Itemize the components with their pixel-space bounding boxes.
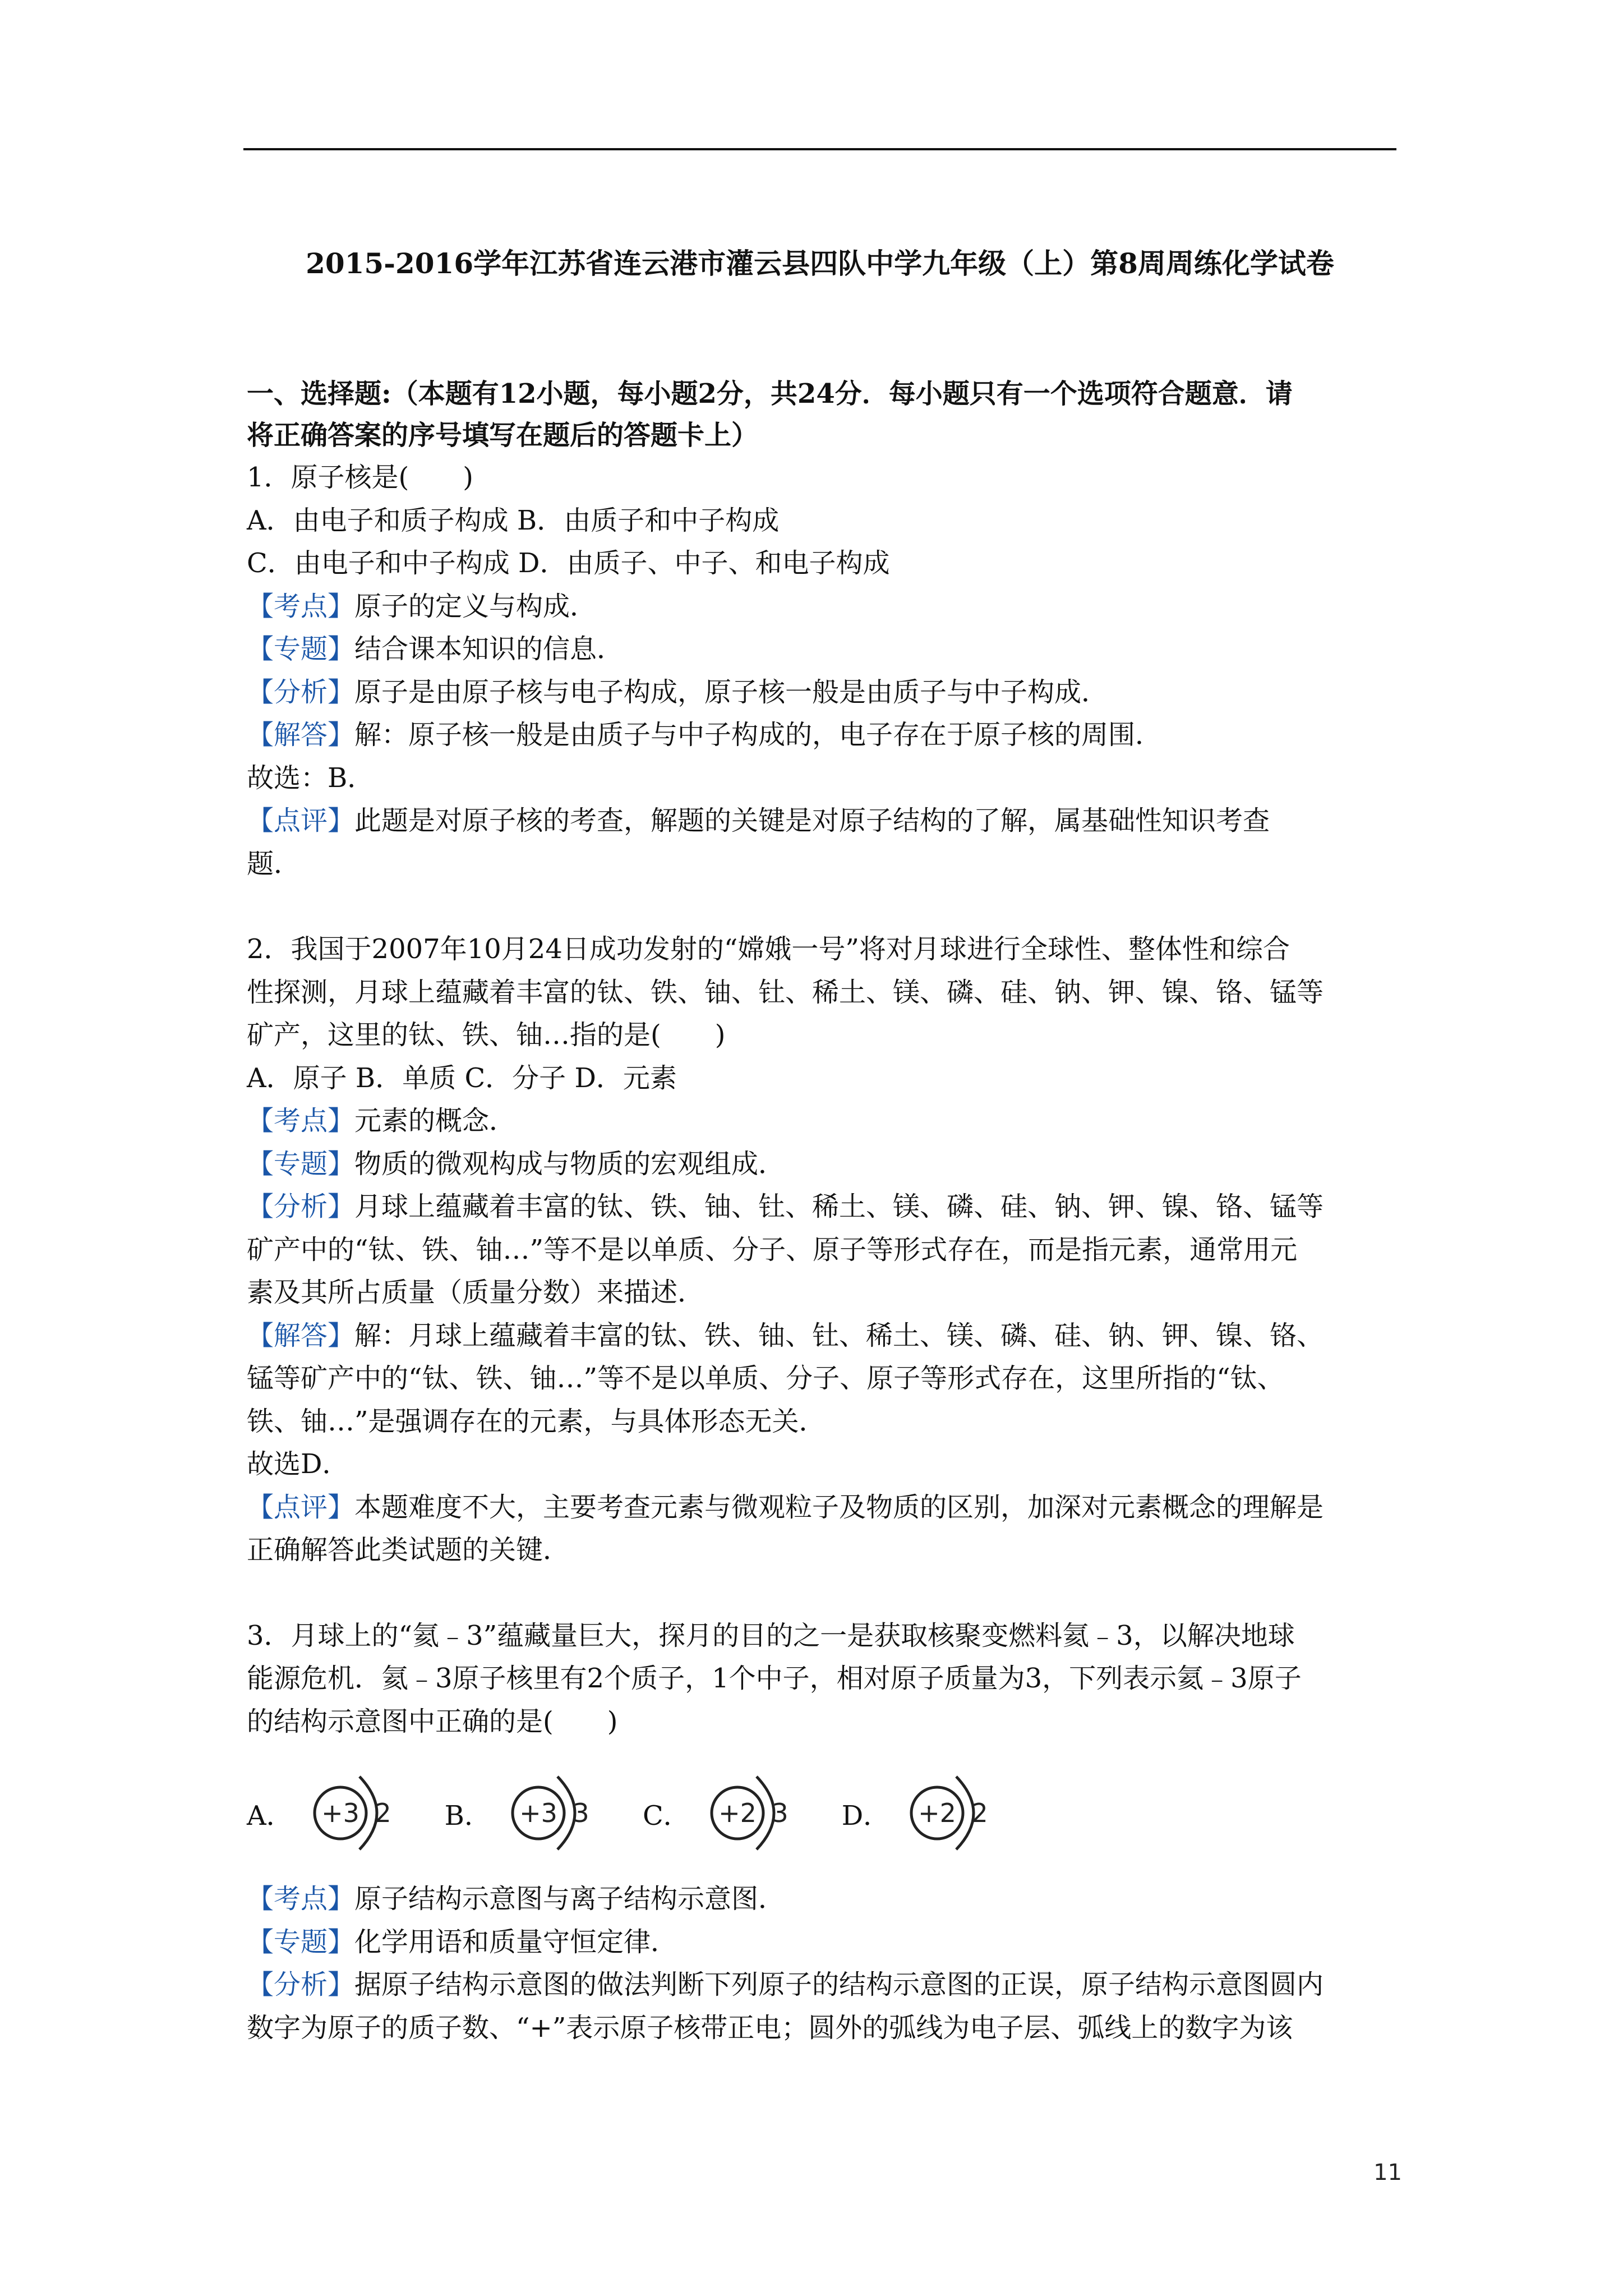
q1-option-line-2: C．由电子和中子构成 D．由质子、中子、和电子构成 <box>247 547 890 579</box>
shell-label: 3 <box>573 1798 589 1828</box>
q1-zhuanti-text: 结合课本知识的信息． <box>354 633 624 665</box>
dianping-tag: 【点评】 <box>247 1491 355 1523</box>
q2-options: A．原子 B．单质 C．分子 D．元素 <box>247 1062 677 1094</box>
atom-diagram-icon <box>703 1760 809 1866</box>
q1-option-line-1: A．由电子和质子构成 B．由质子和中子构成 <box>247 504 780 536</box>
shell-label: 2 <box>971 1798 988 1828</box>
nucleus-label: +3 <box>321 1798 359 1828</box>
q1-fenxi-text: 原子是由原子核与电子构成，原子核一般是由质子与中子构成． <box>354 676 1109 708</box>
q1-jieda-text: 解：原子核一般是由质子与中子构成的，电子存在于原子核的周围． <box>354 719 1163 751</box>
choice-letter: D． <box>841 1800 891 1832</box>
shell-label: 2 <box>375 1798 391 1828</box>
kaodian-tag: 【考点】 <box>247 590 355 622</box>
q3-choice-b <box>445 1760 610 1866</box>
section-heading-line-2: 将正确答案的序号填写在题后的答题卡上） <box>247 420 759 451</box>
atom-diagram-icon <box>504 1760 610 1866</box>
q3-kaodian <box>247 1878 1396 1921</box>
q3-zhuanti <box>247 1921 1396 1964</box>
q3-stem-line-2: 能源危机．氦﹣3原子核里有2个质子，1个中子，相对原子质量为3，下列表示氦﹣3原子 <box>247 1663 1302 1694</box>
q3-kaodian-text: 原子结构示意图与离子结构示意图． <box>354 1883 786 1915</box>
q2-fenxi-text-1: 月球上蕴藏着丰富的钛、铁、铀、钍、稀土、镁、磷、硅、钠、钾、镍、铬、锰等 <box>354 1191 1324 1222</box>
choice-letter: B． <box>444 1800 491 1832</box>
q2-fenxi <box>247 1185 1396 1228</box>
zhuanti-tag: 【专题】 <box>247 1148 355 1180</box>
atom-diagram-icon <box>306 1760 412 1866</box>
nucleus-label: +2 <box>718 1798 757 1828</box>
q1-jieda <box>247 714 1396 757</box>
dianping-tag: 【点评】 <box>247 805 355 836</box>
q2-jieda-line-2: 锰等矿产中的“钛、铁、铀…”等不是以单质、分子、原子等形式存在，这里所指的“钛、 <box>247 1363 1284 1394</box>
q2-dianping-line-2: 正确解答此类试题的关键． <box>247 1534 570 1566</box>
nucleus-label: +3 <box>519 1798 557 1828</box>
section-heading-line-1: 一、选择题:（本题有12小题，每小题2分，共24分．每小题只有一个选项符合题意．请 <box>247 378 1293 409</box>
q2-zhuanti <box>247 1143 1396 1186</box>
q2-kaodian <box>247 1099 1396 1143</box>
q3-fenxi <box>247 1963 1396 2007</box>
spacer <box>247 885 1396 928</box>
q1-dianping-text-1: 此题是对原子核的考查，解题的关键是对原子结构的了解，属基础性知识考查 <box>354 805 1270 836</box>
q3-choice-d <box>842 1760 1009 1866</box>
zhuanti-tag: 【专题】 <box>247 633 355 665</box>
q3-zhuanti-text: 化学用语和质量守恒定律． <box>354 1926 678 1958</box>
page-number: 11 <box>1373 2160 1402 2185</box>
q1-dianping <box>247 799 1396 843</box>
q2-fenxi-line-2: 矿产中的“钛、铁、铀…”等不是以单质、分子、原子等形式存在，而是指元素，通常用元 <box>247 1234 1298 1266</box>
choice-letter: A． <box>247 1800 293 1832</box>
q1-zhuanti <box>247 628 1396 671</box>
q2-stem-line-2: 性探测，月球上蕴藏着丰富的钛、铁、铀、钍、稀土、镁、磷、硅、钠、钾、镍、铬、锰等 <box>247 976 1324 1008</box>
q2-jieda <box>247 1314 1396 1358</box>
kaodian-tag: 【考点】 <box>247 1105 355 1137</box>
header-rule <box>243 148 1396 150</box>
q1-dianping-line-2: 题． <box>247 848 301 880</box>
jieda-tag: 【解答】 <box>247 1319 355 1351</box>
page-title: 2015-2016学年江苏省连云港市灌云县四队中学九年级（上）第8周周练化学试卷 <box>306 247 1334 280</box>
atom-diagram-icon <box>902 1760 1009 1866</box>
q2-kaodian-text: 元素的概念． <box>354 1105 517 1137</box>
q3-choice-c <box>643 1760 809 1866</box>
q1-stem: 1．原子核是( ) <box>247 462 473 493</box>
jieda-tag: 【解答】 <box>247 719 355 751</box>
q2-dianping-text-1: 本题难度不大，主要考查元素与微观粒子及物质的区别，加深对元素概念的理解是 <box>354 1491 1324 1523</box>
fenxi-tag: 【分析】 <box>247 1191 355 1222</box>
q3-fenxi-text-1: 据原子结构示意图的做法判断下列原子的结构示意图的正误，原子结构示意图圆内 <box>354 1969 1324 2000</box>
zhuanti-tag: 【专题】 <box>247 1926 355 1958</box>
q2-stem-line-1: 2．我国于2007年10月24日成功发射的“嫦娥一号”将对月球进行全球性、整体性和综合 <box>247 933 1290 965</box>
q2-answer: 故选D． <box>247 1448 349 1480</box>
q3-stem-line-1: 3．月球上的“氦﹣3”蕴藏量巨大，探月的目的之一是获取核聚变燃料氦﹣3，以解决地球 <box>247 1619 1295 1651</box>
q2-stem-line-3: 矿产，这里的钛、铁、铀…指的是( ) <box>247 1019 726 1051</box>
q2-zhuanti-text: 物质的微观构成与物质的宏观组成． <box>354 1148 786 1180</box>
q1-answer: 故选：B． <box>247 762 375 794</box>
q3-choices <box>247 1749 1396 1878</box>
fenxi-tag: 【分析】 <box>247 1969 355 2000</box>
q3-stem-line-3: 的结构示意图中正确的是( ) <box>247 1705 618 1737</box>
q3-choice-a <box>247 1760 412 1866</box>
q1-kaodian <box>247 585 1396 628</box>
q1-fenxi <box>247 671 1396 714</box>
q2-jieda-text-1: 解：月球上蕴藏着丰富的钛、铁、铀、钍、稀土、镁、磷、硅、钠、钾、镍、铬、 <box>354 1319 1324 1351</box>
spacer <box>247 1572 1396 1614</box>
choice-letter: C． <box>642 1800 690 1832</box>
q1-kaodian-text: 原子的定义与构成． <box>354 590 597 622</box>
nucleus-label: +2 <box>918 1798 957 1828</box>
kaodian-tag: 【考点】 <box>247 1883 355 1915</box>
q2-jieda-line-3: 铁、铀…”是强调存在的元素，与具体形态无关． <box>247 1405 826 1437</box>
fenxi-tag: 【分析】 <box>247 676 355 708</box>
document-body <box>247 373 1396 2049</box>
q2-fenxi-line-3: 素及其所占质量（质量分数）来描述． <box>247 1277 705 1308</box>
shell-label: 3 <box>772 1798 789 1828</box>
q3-fenxi-line-2: 数字为原子的质子数、“+”表示原子核带正电；圆外的弧线为电子层、弧线上的数字为该 <box>247 2012 1293 2044</box>
q2-dianping <box>247 1486 1396 1529</box>
